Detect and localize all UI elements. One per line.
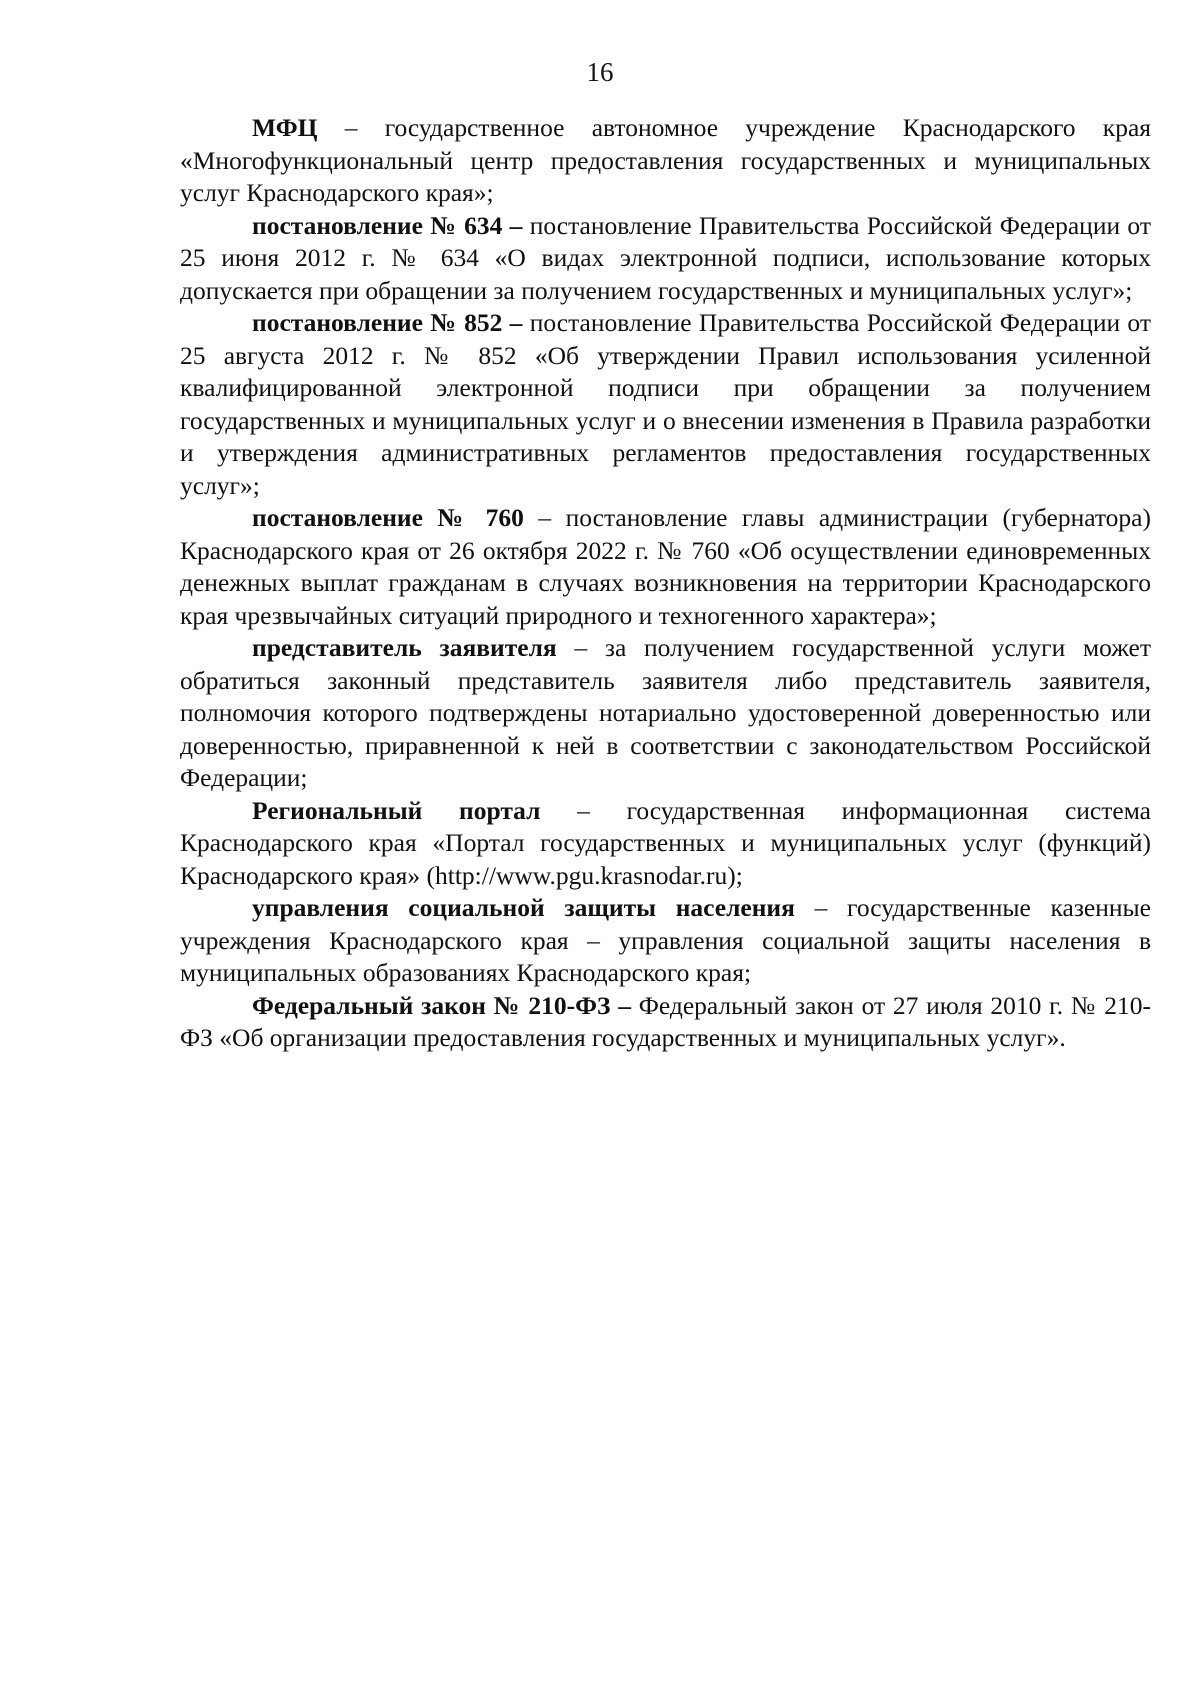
definition-postanovlenie-760	[180, 502, 1151, 632]
definition-term: Региональный портал	[252, 795, 541, 825]
definition-term: управления социальной защиты населения	[252, 893, 795, 922]
definition-text: – государственное автономное учреждение Краснодарского края «Многофункциональный центр предоставления государственных и муниципальных услуг Краснодарского края»;	[180, 113, 1151, 207]
definition-text: – за получением государственной услуги может обратиться законный представитель заявителя либо представитель заявителя, полномочия которого подтверждены нотариально удостоверенной доверенностью или доверенностью, приравненной к ней в соответствии с законодательством Российской Федерации;	[180, 633, 1152, 792]
definition-text: постановление Правительства Российской Федерации от 25 августа 2012 г. № 852 «Об утверждении Правил использования усиленной квалифицированной электронной подписи при обращении за получением государственных и муниципальных услуг и о внесении изменения в Правила разработки и утверждения административных регламентов предоставления государственных услуг»;	[180, 308, 1151, 500]
definition-text: постановление Правительства Российской Федерации от 25 июня 2012 г. № 634 «О видах электронной подписи, использование которых допускается при обращении за получением государственных и муниципальных услуг»;	[180, 210, 1151, 305]
page-number: 16	[586, 57, 614, 87]
definition-uszn	[180, 892, 1151, 990]
definition-postanovlenie-634	[180, 210, 1151, 308]
definition-text: Федеральный закон от 27 июля 2010 г. № 210-ФЗ «Об организации предоставления государственных и муниципальных услуг».	[180, 990, 1151, 1052]
definition-text: – государственные казенные учреждения Краснодарского края – управления социальной защиты населения в муниципальных образованиях Краснодарского края;	[180, 893, 1151, 987]
definition-term: постановление № 634 –	[252, 210, 523, 240]
definition-regionalny-portal	[180, 795, 1151, 893]
definition-federalny-zakon-210	[180, 990, 1151, 1055]
definition-mfc	[180, 112, 1151, 210]
definition-text: – постановление главы администрации (губернатора) Краснодарского края от 26 октября 2022 г. № 760 «Об осуществлении единовременных денежных выплат гражданам в случаях возникновения на территории Краснодарского края чрезвычайных ситуаций природного и техногенного характера»;	[180, 503, 1151, 630]
definition-term: МФЦ	[252, 113, 318, 142]
definition-term: постановление № 852 –	[252, 308, 523, 337]
definition-term: постановление № 760	[252, 503, 524, 532]
definitions-list	[180, 112, 1151, 1055]
definition-postanovlenie-852	[180, 307, 1151, 502]
definition-text: – государственная информационная система Краснодарского края «Портал государственных и муниципальных услуг (функций) Краснодарского края» (http://www.pgu.krasnodar.ru);	[180, 795, 1151, 890]
definition-term: представитель заявителя	[252, 633, 557, 662]
definition-term: Федеральный закон № 210-ФЗ –	[252, 990, 631, 1020]
definition-predstavitel-zayavitelya	[180, 632, 1151, 795]
